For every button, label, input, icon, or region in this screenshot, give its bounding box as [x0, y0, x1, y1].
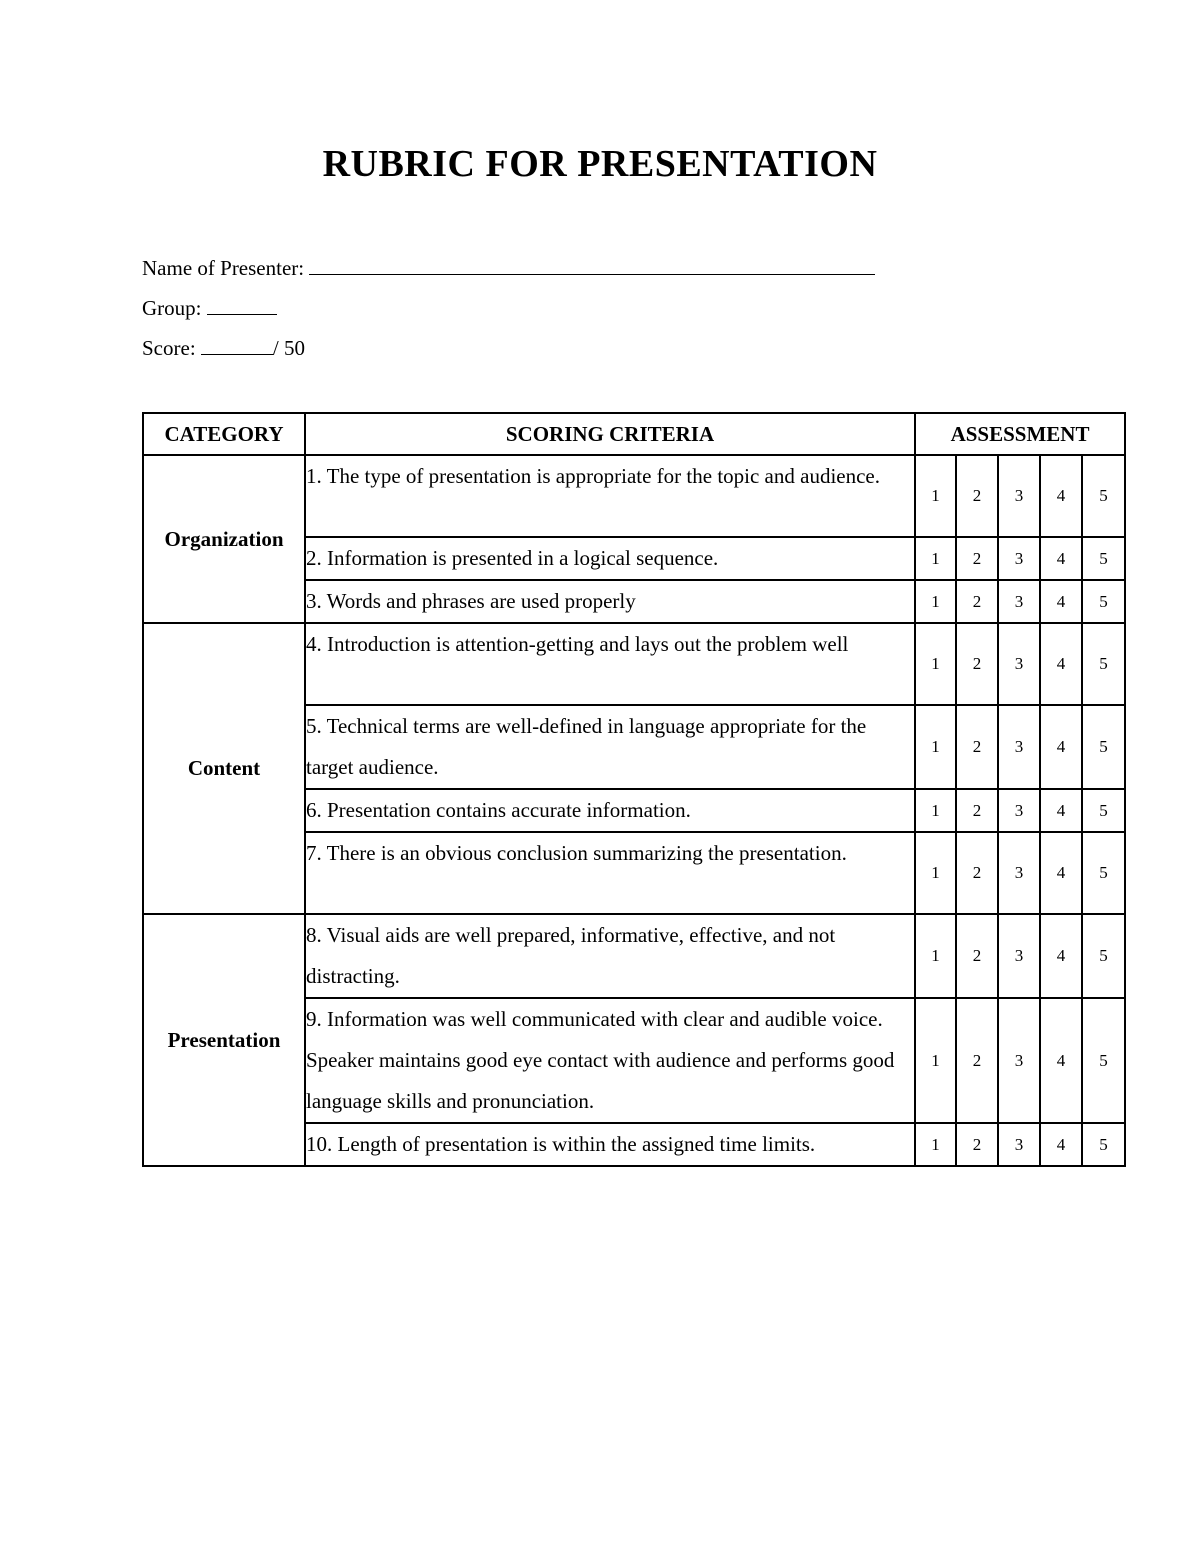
criteria-header: SCORING CRITERIA: [305, 413, 915, 455]
score-option-1[interactable]: 1: [915, 998, 956, 1123]
score-option-3[interactable]: 3: [998, 455, 1040, 537]
score-option-5[interactable]: 5: [1082, 455, 1125, 537]
score-option-4[interactable]: 4: [1040, 537, 1082, 580]
score-option-5[interactable]: 5: [1082, 705, 1125, 789]
score-option-5[interactable]: 5: [1082, 998, 1125, 1123]
score-option-4[interactable]: 4: [1040, 998, 1082, 1123]
criterion-text: 7. There is an obvious conclusion summarizing the presentation.: [305, 832, 915, 914]
score-option-2[interactable]: 2: [956, 623, 998, 705]
presenter-name-blank[interactable]: [309, 252, 875, 275]
rubric-table: [142, 412, 1126, 1167]
score-option-4[interactable]: 4: [1040, 623, 1082, 705]
score-option-2[interactable]: 2: [956, 537, 998, 580]
score-option-4[interactable]: 4: [1040, 832, 1082, 914]
score-option-1[interactable]: 1: [915, 705, 956, 789]
group-blank[interactable]: [207, 292, 277, 315]
score-option-4[interactable]: 4: [1040, 455, 1082, 537]
category-header: CATEGORY: [143, 413, 305, 455]
score-option-3[interactable]: 3: [998, 832, 1040, 914]
score-option-4[interactable]: 4: [1040, 789, 1082, 832]
group-field: [142, 292, 277, 323]
category-cell: Content: [143, 623, 305, 914]
criterion-text: 1. The type of presentation is appropriate for the topic and audience.: [305, 455, 915, 537]
group-label: Group:: [142, 296, 202, 320]
assessment-header: ASSESSMENT: [915, 413, 1125, 455]
score-option-5[interactable]: 5: [1082, 914, 1125, 998]
criterion-row: [143, 914, 1125, 998]
criterion-text: 9. Information was well communicated with clear and audible voice. Speaker maintains good eye contact with audience and performs good language skills and pronunciation.: [305, 998, 915, 1123]
presenter-name-label: Name of Presenter:: [142, 256, 305, 280]
criterion-text: 2. Information is presented in a logical sequence.: [305, 537, 915, 580]
header-row: [143, 413, 1125, 455]
criterion-row: [143, 455, 1125, 537]
score-option-4[interactable]: 4: [1040, 1123, 1082, 1166]
score-option-3[interactable]: 3: [998, 998, 1040, 1123]
score-option-1[interactable]: 1: [915, 789, 956, 832]
score-option-5[interactable]: 5: [1082, 1123, 1125, 1166]
score-option-5[interactable]: 5: [1082, 623, 1125, 705]
page-title: RUBRIC FOR PRESENTATION: [322, 143, 878, 185]
score-option-3[interactable]: 3: [998, 705, 1040, 789]
score-option-3[interactable]: 3: [998, 1123, 1040, 1166]
score-option-2[interactable]: 2: [956, 1123, 998, 1166]
score-field: [142, 332, 305, 363]
score-option-5[interactable]: 5: [1082, 832, 1125, 914]
score-option-2[interactable]: 2: [956, 789, 998, 832]
score-option-3[interactable]: 3: [998, 537, 1040, 580]
score-option-5[interactable]: 5: [1082, 537, 1125, 580]
score-option-2[interactable]: 2: [956, 705, 998, 789]
score-option-4[interactable]: 4: [1040, 914, 1082, 998]
criterion-text: 6. Presentation contains accurate information.: [305, 789, 915, 832]
category-cell: Organization: [143, 455, 305, 623]
criterion-text: 5. Technical terms are well-defined in language appropriate for the target audience.: [305, 705, 915, 789]
score-option-1[interactable]: 1: [915, 623, 956, 705]
criterion-row: [143, 623, 1125, 705]
score-option-3[interactable]: 3: [998, 789, 1040, 832]
criterion-text: 10. Length of presentation is within the assigned time limits.: [305, 1123, 915, 1166]
score-option-2[interactable]: 2: [956, 998, 998, 1123]
score-option-3[interactable]: 3: [998, 623, 1040, 705]
criterion-text: 3. Words and phrases are used properly: [305, 580, 915, 623]
score-option-4[interactable]: 4: [1040, 580, 1082, 623]
category-cell: Presentation: [143, 914, 305, 1166]
score-option-5[interactable]: 5: [1082, 580, 1125, 623]
score-label: Score:: [142, 336, 196, 360]
rubric-body: [143, 455, 1125, 1166]
score-option-2[interactable]: 2: [956, 455, 998, 537]
score-suffix: / 50: [272, 336, 305, 360]
score-blank[interactable]: [201, 332, 273, 355]
presenter-name-field: [142, 252, 875, 283]
score-option-4[interactable]: 4: [1040, 705, 1082, 789]
score-option-5[interactable]: 5: [1082, 789, 1125, 832]
score-option-1[interactable]: 1: [915, 1123, 956, 1166]
criterion-text: 4. Introduction is attention-getting and lays out the problem well: [305, 623, 915, 705]
criterion-text: 8. Visual aids are well prepared, informative, effective, and not distracting.: [305, 914, 915, 998]
score-option-2[interactable]: 2: [956, 580, 998, 623]
score-option-3[interactable]: 3: [998, 580, 1040, 623]
score-option-3[interactable]: 3: [998, 914, 1040, 998]
score-option-2[interactable]: 2: [956, 832, 998, 914]
score-option-2[interactable]: 2: [956, 914, 998, 998]
score-option-1[interactable]: 1: [915, 832, 956, 914]
score-option-1[interactable]: 1: [915, 537, 956, 580]
score-option-1[interactable]: 1: [915, 580, 956, 623]
score-option-1[interactable]: 1: [915, 455, 956, 537]
score-option-1[interactable]: 1: [915, 914, 956, 998]
